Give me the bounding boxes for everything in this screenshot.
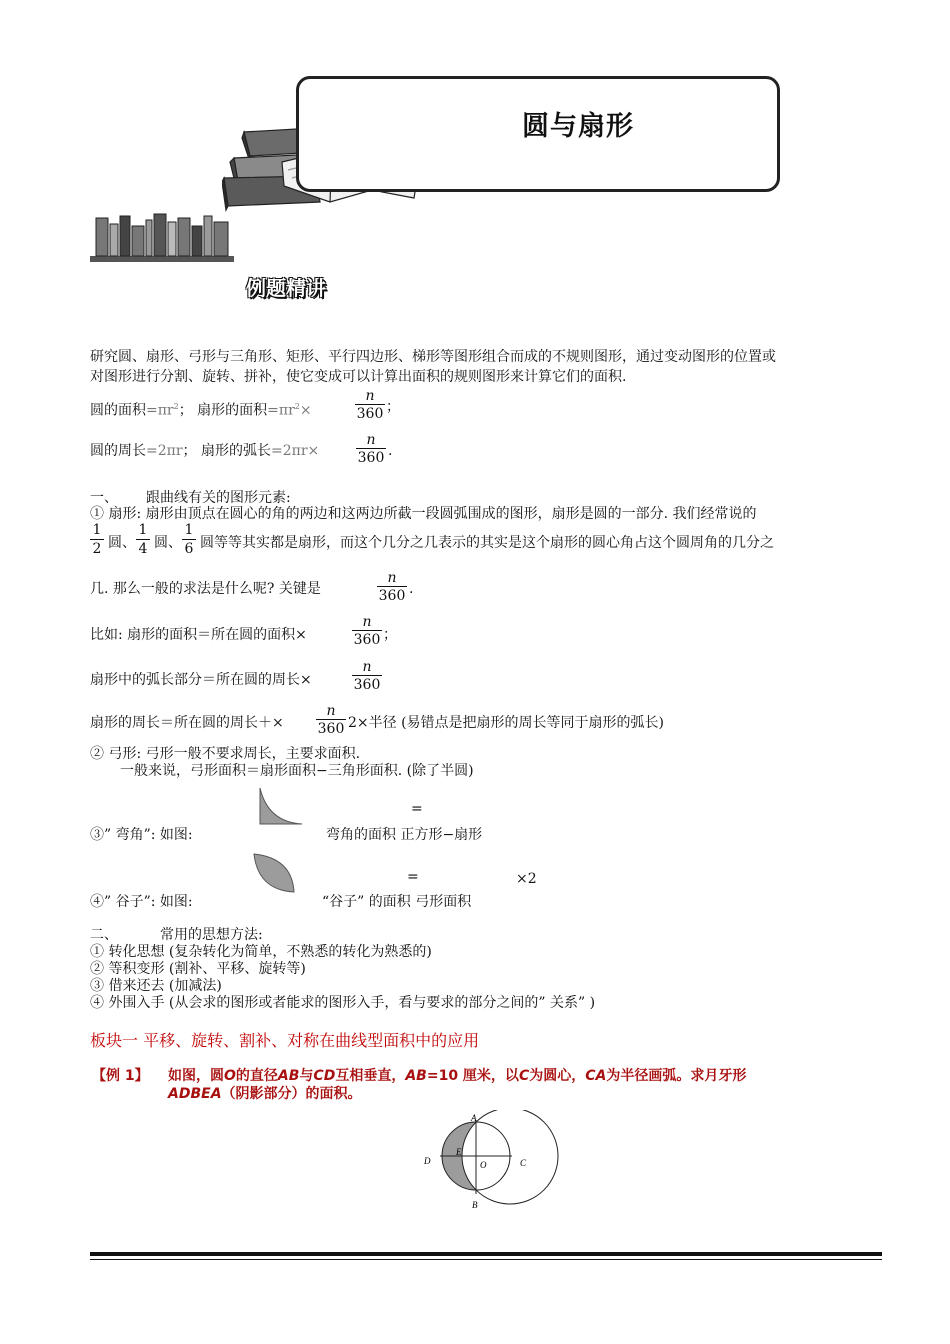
curved-corner-item: ③” 弯角”: 如图: — [90, 827, 193, 843]
footer-rule — [90, 1252, 882, 1256]
label-b: B — [472, 1200, 478, 1210]
label-o: O — [480, 1160, 487, 1170]
fraction-n-360: n 360 — [356, 388, 384, 422]
segment-item: ② 弓形: 弓形一般不要求周长，主要求面积. — [90, 746, 361, 762]
fraction-n-360: n 360 — [378, 570, 406, 604]
section-title: 板块一 平移、旋转、割补、对称在曲线型面积中的应用 — [90, 1031, 480, 1050]
curved-corner-figure — [258, 786, 304, 826]
crescent-figure — [418, 1110, 568, 1214]
label-e: E — [456, 1147, 462, 1157]
example-text-line-1: 如图，圆O的直径AB与CD互相垂直，AB=10 厘米，以C为圆心，CA为半径画弧。求月牙形 — [168, 1068, 747, 1084]
fraction-n-360: n 360 — [353, 659, 381, 693]
method-3: ③ 借来还去 (加减法) — [90, 978, 222, 994]
method-4: ④ 外围入手 (从会求的图形或者能求的图形入手，看与要求的部分之间的” 关系” ) — [90, 995, 596, 1011]
bookshelf-icon — [90, 212, 234, 264]
fraction-n-360: n 360 — [353, 614, 381, 648]
intro-line-1: 研究圆、扇形、弓形与三角形、矩形、平行四边形、梯形等图形组合而成的不规则图形，通过变动图形的位置或 — [90, 349, 776, 365]
label-a: A — [471, 1113, 477, 1123]
label-c: C — [520, 1158, 527, 1168]
leaf-item: ④” 谷子”: 如图: — [90, 894, 193, 910]
method-1: ① 转化思想 (复杂转化为简单，不熟悉的转化为熟悉的) — [90, 944, 432, 960]
example-label: 【例 1】 — [92, 1068, 149, 1084]
sector-definition: ① 扇形: 扇形由顶点在圆心的角的两边和这两边所截一段圆弧围成的图形，扇形是圆的一部分. 我们经常说的 — [90, 506, 757, 522]
fraction-n-360: n 360 — [357, 432, 385, 466]
section-banner: 例题精讲 — [246, 276, 326, 300]
method-2: ② 等积变形 (割补、平移、旋转等) — [90, 961, 306, 977]
leaf-figure — [250, 850, 298, 896]
circumference-formula-row: 圆的周长=2πr； 扇形的弧长=2πr× — [90, 443, 320, 459]
part2-heading: 常用的思想方法: — [160, 927, 263, 943]
area-formula-row: 圆的面积$=\pi r^2$； 扇形的面积$=\pi r^2\times$ — [90, 402, 312, 419]
label-d: D — [424, 1156, 431, 1166]
example-text-line-2: ADBEA（阴影部分）的面积。 — [168, 1086, 362, 1102]
fraction-n-360: n 360 — [317, 703, 345, 737]
part1-heading: 跟曲线有关的图形元素: — [146, 490, 291, 506]
footer-rule-thin — [90, 1259, 882, 1260]
page-title: 圆与扇形 — [522, 111, 634, 142]
intro-line-2: 对图形进行分割、旋转、拼补，使它变成可以计算出面积的规则图形来计算它们的面积. — [90, 369, 627, 385]
